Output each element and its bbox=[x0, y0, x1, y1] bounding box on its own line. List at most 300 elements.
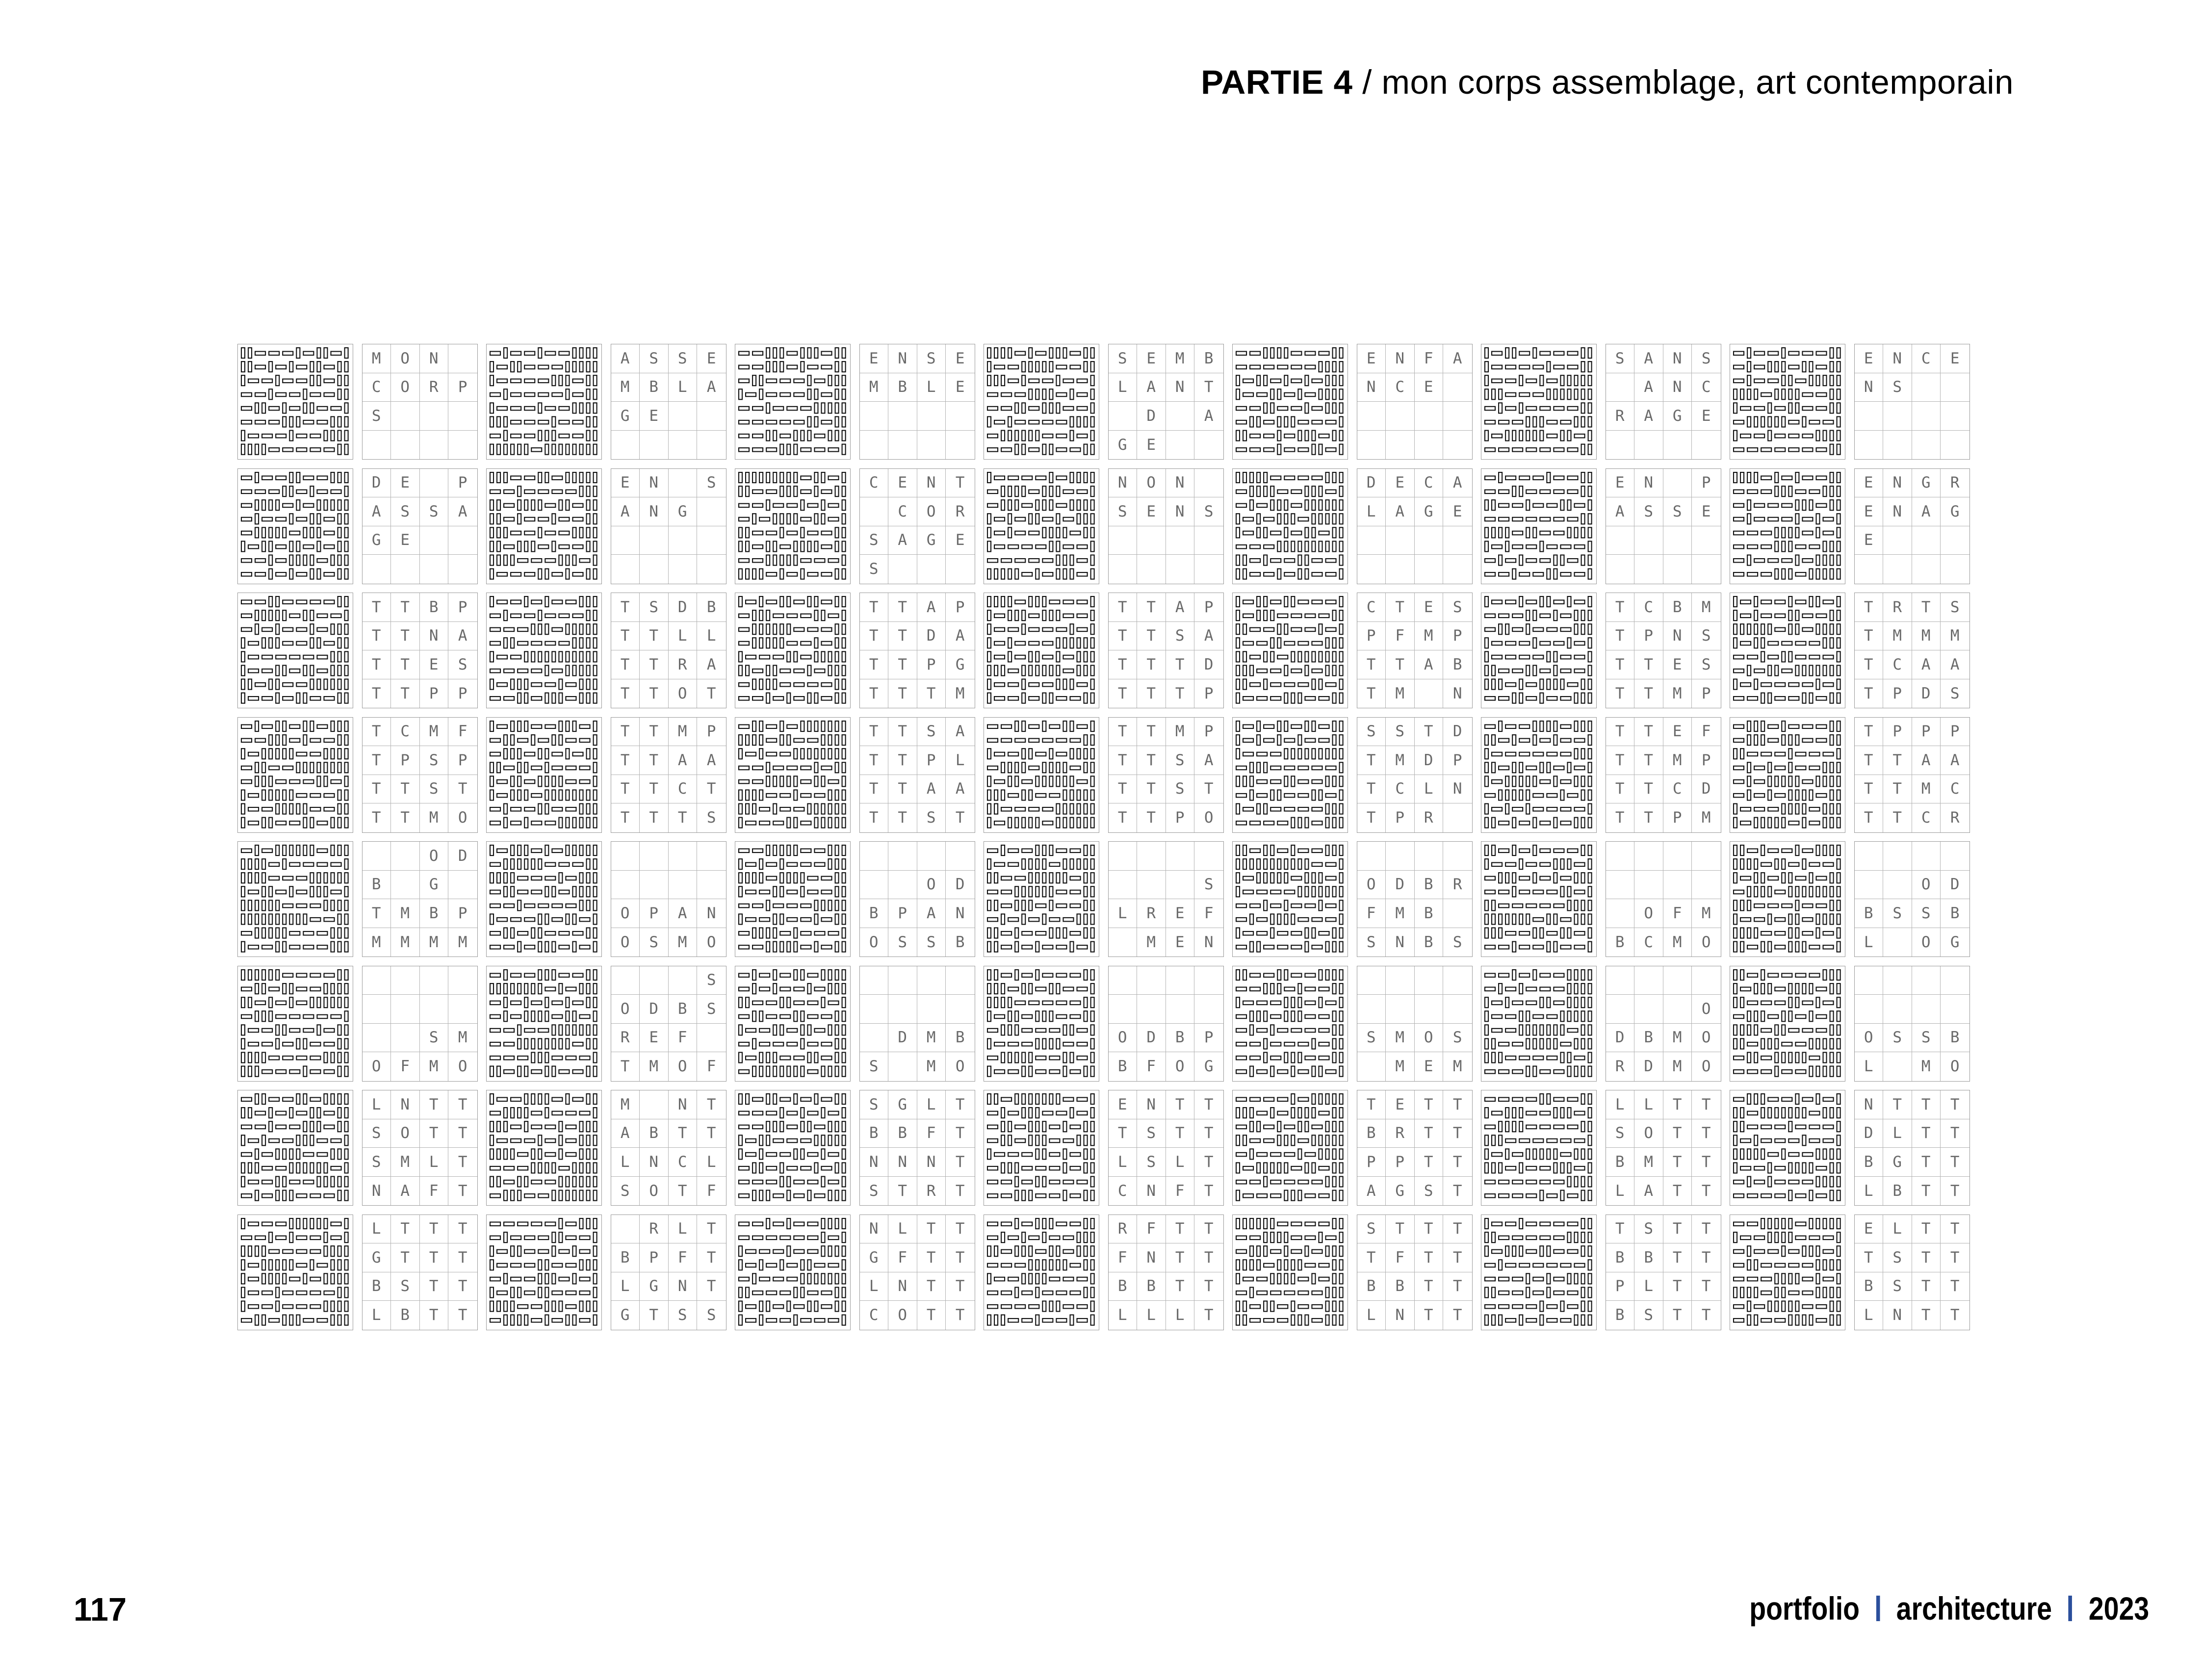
letter bbox=[860, 402, 889, 431]
letter: M bbox=[420, 718, 449, 747]
letter: T bbox=[1386, 593, 1415, 622]
letter: T bbox=[391, 803, 420, 832]
letter: T bbox=[1912, 593, 1941, 622]
letter: T bbox=[1443, 1243, 1472, 1272]
letter bbox=[888, 842, 917, 871]
letter: A bbox=[888, 526, 917, 555]
letter: T bbox=[611, 775, 640, 804]
letter: T bbox=[640, 718, 669, 747]
letter: A bbox=[669, 899, 698, 928]
letter: R bbox=[1883, 593, 1912, 622]
letter: T bbox=[611, 718, 640, 747]
letter: P bbox=[1357, 1148, 1386, 1177]
letter: L bbox=[363, 1301, 391, 1330]
letter bbox=[1663, 966, 1692, 995]
letter: G bbox=[640, 1272, 669, 1301]
letter: M bbox=[363, 928, 391, 957]
letter: F bbox=[1166, 1177, 1195, 1206]
letter: T bbox=[1950, 1182, 1960, 1200]
letter bbox=[1443, 526, 1472, 555]
letter: L bbox=[363, 1215, 391, 1244]
letter bbox=[1443, 899, 1472, 928]
letter: M bbox=[1386, 1024, 1415, 1053]
letter: M bbox=[363, 344, 391, 373]
letter: R bbox=[1415, 803, 1444, 832]
letter bbox=[1443, 995, 1472, 1024]
letter: E bbox=[611, 469, 640, 498]
letter bbox=[1137, 995, 1166, 1024]
letter: G bbox=[1663, 402, 1692, 431]
pattern-tile bbox=[237, 468, 353, 584]
letter: O bbox=[611, 995, 640, 1024]
letter: T bbox=[1941, 1243, 1969, 1272]
letter: T bbox=[917, 1272, 946, 1301]
letter: M bbox=[1912, 1052, 1941, 1081]
letter: T bbox=[955, 1306, 965, 1324]
letter: R bbox=[1950, 809, 1960, 827]
letter: S bbox=[1194, 871, 1223, 900]
letter: T bbox=[363, 679, 391, 708]
letter: S bbox=[640, 928, 669, 957]
letter: A bbox=[697, 373, 726, 402]
letter: T bbox=[1109, 650, 1138, 679]
letter-cell bbox=[362, 841, 478, 957]
letter bbox=[420, 966, 449, 995]
letter: L bbox=[1109, 1148, 1138, 1177]
letter bbox=[1883, 842, 1912, 871]
footer bbox=[1749, 1590, 2149, 1627]
letter: N bbox=[391, 1090, 420, 1119]
letter: A bbox=[1912, 650, 1941, 679]
letter: B bbox=[697, 593, 726, 622]
letter: D bbox=[1606, 1024, 1635, 1053]
letter: T bbox=[955, 809, 965, 827]
letter: N bbox=[1386, 928, 1415, 957]
pattern-tile bbox=[735, 344, 851, 460]
letter: L bbox=[917, 373, 946, 402]
letter: P bbox=[946, 593, 975, 622]
letter bbox=[946, 431, 975, 460]
letter: T bbox=[1166, 1119, 1195, 1148]
letter: T bbox=[611, 746, 640, 775]
letter bbox=[946, 966, 975, 995]
letter bbox=[448, 555, 477, 584]
letter bbox=[611, 842, 640, 871]
letter: T bbox=[1634, 803, 1663, 832]
letter: S bbox=[860, 1177, 889, 1206]
letter bbox=[1912, 842, 1941, 871]
letter bbox=[391, 871, 420, 900]
letter bbox=[1194, 431, 1223, 460]
letter bbox=[1386, 555, 1415, 584]
letter: T bbox=[1137, 803, 1166, 832]
letter-cell bbox=[859, 1090, 975, 1206]
letter-cell bbox=[1606, 966, 1721, 1082]
letter bbox=[1606, 966, 1635, 995]
letter: N bbox=[860, 1215, 889, 1244]
letter: T bbox=[1166, 1215, 1195, 1244]
letter: E bbox=[1415, 373, 1444, 402]
letter: L bbox=[1606, 1177, 1635, 1206]
letter-cell bbox=[1108, 468, 1224, 584]
letter: L bbox=[1855, 1177, 1884, 1206]
pattern-tile bbox=[486, 966, 602, 1082]
letter-cell bbox=[1606, 717, 1721, 833]
letter: N bbox=[917, 1148, 946, 1177]
letter: M bbox=[1701, 809, 1711, 827]
letter: A bbox=[946, 622, 975, 651]
letter: N bbox=[1137, 1090, 1166, 1119]
letter bbox=[1137, 966, 1166, 995]
letter: A bbox=[669, 746, 698, 775]
letter-cell bbox=[859, 966, 975, 1082]
letter-cell bbox=[1606, 468, 1721, 584]
letter: P bbox=[1166, 803, 1195, 832]
letter bbox=[1855, 842, 1884, 871]
letter bbox=[1855, 995, 1884, 1024]
letter-cell bbox=[611, 1090, 726, 1206]
letter: F bbox=[420, 1177, 449, 1206]
letter: B bbox=[955, 933, 965, 951]
letter: T bbox=[1415, 1148, 1444, 1177]
letter-cell bbox=[1606, 1090, 1721, 1206]
letter: P bbox=[640, 899, 669, 928]
letter: C bbox=[1386, 373, 1415, 402]
letter: T bbox=[1855, 746, 1884, 775]
letter bbox=[448, 344, 477, 373]
letter: T bbox=[611, 803, 640, 832]
letter: T bbox=[697, 1215, 726, 1244]
letter: M bbox=[1912, 622, 1941, 651]
pattern-tile bbox=[486, 593, 602, 708]
letter: N bbox=[1443, 775, 1472, 804]
letter: L bbox=[697, 1148, 726, 1177]
letter: M bbox=[1663, 746, 1692, 775]
letter bbox=[1912, 555, 1941, 584]
letter: S bbox=[1883, 1024, 1912, 1053]
letter: P bbox=[1912, 718, 1941, 747]
letter: E bbox=[946, 526, 975, 555]
letter: D bbox=[946, 871, 975, 900]
letter bbox=[1634, 842, 1663, 871]
letter: B bbox=[420, 899, 449, 928]
letter bbox=[1109, 526, 1138, 555]
letter: A bbox=[1415, 650, 1444, 679]
letter: D bbox=[1941, 871, 1969, 900]
letter: C bbox=[1357, 593, 1386, 622]
letter: E bbox=[1137, 497, 1166, 526]
letter-cell bbox=[1357, 966, 1473, 1082]
letter: S bbox=[1194, 497, 1223, 526]
letter: B bbox=[1606, 1148, 1635, 1177]
letter: N bbox=[1883, 469, 1912, 498]
letter: C bbox=[1883, 650, 1912, 679]
letter: B bbox=[1415, 871, 1444, 900]
letter bbox=[917, 555, 946, 584]
letter: E bbox=[888, 469, 917, 498]
letter: N bbox=[669, 1090, 698, 1119]
letter: M bbox=[1663, 928, 1692, 957]
letter bbox=[860, 1024, 889, 1053]
letter: C bbox=[1634, 928, 1663, 957]
letter: E bbox=[1663, 650, 1692, 679]
letter: C bbox=[669, 1148, 698, 1177]
letter bbox=[611, 1215, 640, 1244]
letter: S bbox=[391, 497, 420, 526]
letter: F bbox=[1357, 899, 1386, 928]
letter: T bbox=[888, 622, 917, 651]
letter: O bbox=[1357, 871, 1386, 900]
letter bbox=[1912, 373, 1941, 402]
letter bbox=[1663, 526, 1692, 555]
letter: B bbox=[1883, 1177, 1912, 1206]
letter bbox=[1883, 966, 1912, 995]
letter: M bbox=[1692, 899, 1721, 928]
letter-cell bbox=[1606, 841, 1721, 957]
letter bbox=[1912, 526, 1941, 555]
letter: T bbox=[1912, 1215, 1941, 1244]
letter bbox=[1941, 555, 1969, 584]
letter bbox=[888, 402, 917, 431]
letter: L bbox=[1855, 1052, 1884, 1081]
letter: T bbox=[391, 650, 420, 679]
letter: G bbox=[363, 526, 391, 555]
letter: T bbox=[611, 679, 640, 708]
letter: T bbox=[1855, 622, 1884, 651]
letter: T bbox=[1663, 1272, 1692, 1301]
letter: M bbox=[420, 803, 449, 832]
letter: B bbox=[363, 871, 391, 900]
letter: T bbox=[888, 803, 917, 832]
letter: T bbox=[1941, 1148, 1969, 1177]
letter: B bbox=[363, 1272, 391, 1301]
letter: M bbox=[1634, 1148, 1663, 1177]
letter: B bbox=[1606, 1301, 1635, 1330]
letter: T bbox=[1166, 650, 1195, 679]
letter: M bbox=[1386, 679, 1415, 708]
letter: T bbox=[1634, 775, 1663, 804]
letter bbox=[1443, 373, 1472, 402]
letter: A bbox=[1941, 650, 1969, 679]
letter: O bbox=[1634, 1119, 1663, 1148]
letter: L bbox=[611, 1272, 640, 1301]
letter: T bbox=[1415, 1243, 1444, 1272]
letter bbox=[420, 402, 449, 431]
letter: F bbox=[917, 1119, 946, 1148]
letter: T bbox=[1606, 622, 1635, 651]
letter bbox=[420, 469, 449, 498]
letter bbox=[697, 871, 726, 900]
letter: O bbox=[391, 344, 420, 373]
letter bbox=[1663, 431, 1692, 460]
pattern-tile bbox=[1481, 1090, 1597, 1206]
letter: R bbox=[917, 1177, 946, 1206]
letter: M bbox=[669, 928, 698, 957]
letter: N bbox=[1663, 622, 1692, 651]
letter: T bbox=[1452, 1182, 1462, 1200]
letter: E bbox=[1855, 469, 1884, 498]
letter: T bbox=[1137, 679, 1166, 708]
footer-architecture: architecture bbox=[1896, 1590, 2052, 1627]
letter: T bbox=[860, 775, 889, 804]
letter: T bbox=[458, 1306, 467, 1324]
pattern-tile bbox=[1730, 717, 1845, 833]
letter: T bbox=[888, 718, 917, 747]
letter: M bbox=[1166, 344, 1195, 373]
letter: F bbox=[1663, 899, 1692, 928]
pattern-tile bbox=[237, 344, 353, 460]
letter: M bbox=[1452, 1058, 1462, 1076]
letter bbox=[1109, 928, 1138, 957]
letter: P bbox=[448, 899, 477, 928]
letter: B bbox=[1941, 1024, 1969, 1053]
letter: E bbox=[640, 402, 669, 431]
letter bbox=[669, 842, 698, 871]
letter: O bbox=[611, 899, 640, 928]
letter: S bbox=[1883, 1243, 1912, 1272]
letter: T bbox=[1109, 1119, 1138, 1148]
letter bbox=[640, 966, 669, 995]
letter: P bbox=[1883, 679, 1912, 708]
letter: E bbox=[946, 344, 975, 373]
letter: R bbox=[1606, 402, 1635, 431]
letter: O bbox=[1912, 871, 1941, 900]
letter: C bbox=[860, 469, 889, 498]
letter bbox=[448, 871, 477, 900]
letter: T bbox=[640, 1301, 669, 1330]
letter bbox=[1883, 555, 1912, 584]
letter: T bbox=[363, 718, 391, 747]
letter bbox=[860, 995, 889, 1024]
letter: T bbox=[458, 1182, 467, 1200]
letter: T bbox=[1606, 650, 1635, 679]
letter: N bbox=[1663, 344, 1692, 373]
letter: D bbox=[1443, 718, 1472, 747]
letter: L bbox=[917, 1090, 946, 1119]
letter bbox=[363, 431, 391, 460]
letter: C bbox=[391, 718, 420, 747]
letter bbox=[1443, 555, 1472, 584]
letter: N bbox=[1204, 933, 1214, 951]
letter: S bbox=[1166, 622, 1195, 651]
letter bbox=[1634, 995, 1663, 1024]
letter: M bbox=[420, 928, 449, 957]
letter: L bbox=[669, 1215, 698, 1244]
letter: N bbox=[420, 344, 449, 373]
letter: F bbox=[448, 718, 477, 747]
pattern-tile bbox=[1481, 1215, 1597, 1330]
letter: O bbox=[1855, 1024, 1884, 1053]
letter: S bbox=[706, 809, 716, 827]
letter: E bbox=[420, 650, 449, 679]
letter bbox=[1166, 431, 1195, 460]
letter bbox=[1663, 995, 1692, 1024]
letter bbox=[917, 842, 946, 871]
letter: E bbox=[1386, 469, 1415, 498]
letter: L bbox=[1166, 1148, 1195, 1177]
pattern-tile bbox=[486, 468, 602, 584]
letter bbox=[697, 555, 726, 584]
letter: A bbox=[1606, 497, 1635, 526]
letter: S bbox=[1883, 899, 1912, 928]
letter bbox=[448, 995, 477, 1024]
letter: M bbox=[669, 718, 698, 747]
letter: R bbox=[640, 1215, 669, 1244]
letter: T bbox=[1194, 1215, 1223, 1244]
pattern-tile bbox=[735, 468, 851, 584]
letter: F bbox=[706, 1058, 716, 1076]
letter: L bbox=[1109, 899, 1138, 928]
letter bbox=[697, 431, 726, 460]
letter: T bbox=[448, 1243, 477, 1272]
letter: A bbox=[1443, 469, 1472, 498]
letter bbox=[1855, 431, 1884, 460]
letter-cell bbox=[1854, 344, 1970, 460]
letter: T bbox=[1415, 1272, 1444, 1301]
pattern-tile bbox=[237, 966, 353, 1082]
letter: T bbox=[946, 1090, 975, 1119]
letter: T bbox=[391, 1243, 420, 1272]
letter: O bbox=[640, 1177, 669, 1206]
letter: S bbox=[860, 555, 889, 584]
letter bbox=[1386, 431, 1415, 460]
letter: C bbox=[1634, 593, 1663, 622]
pattern-tile bbox=[1232, 1090, 1348, 1206]
letter bbox=[1692, 871, 1721, 900]
letter: L bbox=[1606, 1090, 1635, 1119]
letter: R bbox=[1941, 469, 1969, 498]
letter bbox=[1166, 995, 1195, 1024]
letter: P bbox=[448, 373, 477, 402]
pattern-tile bbox=[237, 717, 353, 833]
letter: T bbox=[420, 1243, 449, 1272]
letter bbox=[1443, 803, 1472, 832]
letter-cell bbox=[611, 344, 726, 460]
letter bbox=[391, 431, 420, 460]
letter bbox=[611, 526, 640, 555]
letter: P bbox=[1386, 803, 1415, 832]
letter: T bbox=[1912, 1148, 1941, 1177]
letter: T bbox=[1109, 746, 1138, 775]
letter: T bbox=[860, 622, 889, 651]
letter-cell bbox=[1606, 344, 1721, 460]
letter: O bbox=[860, 928, 889, 957]
letter: G bbox=[1109, 431, 1138, 460]
letter: G bbox=[1941, 497, 1969, 526]
letter: P bbox=[1692, 469, 1721, 498]
letter bbox=[1357, 842, 1386, 871]
letter: M bbox=[917, 1052, 946, 1081]
letter: T bbox=[640, 775, 669, 804]
letter: S bbox=[1137, 1148, 1166, 1177]
part-subtitle: / mon corps assemblage, art contemporain bbox=[1362, 63, 2014, 101]
letter: T bbox=[1357, 775, 1386, 804]
letter bbox=[1386, 995, 1415, 1024]
letter: N bbox=[1166, 497, 1195, 526]
letter: D bbox=[1137, 1024, 1166, 1053]
letter-cell bbox=[611, 468, 726, 584]
letter bbox=[917, 402, 946, 431]
letter: B bbox=[888, 1119, 917, 1148]
letter bbox=[391, 995, 420, 1024]
pattern-tile bbox=[486, 1215, 602, 1330]
letter: P bbox=[1606, 1272, 1635, 1301]
letter: B bbox=[1855, 1148, 1884, 1177]
letter: T bbox=[1883, 746, 1912, 775]
letter-cell bbox=[362, 1215, 478, 1330]
letter: O bbox=[888, 1301, 917, 1330]
letter: S bbox=[1109, 344, 1138, 373]
